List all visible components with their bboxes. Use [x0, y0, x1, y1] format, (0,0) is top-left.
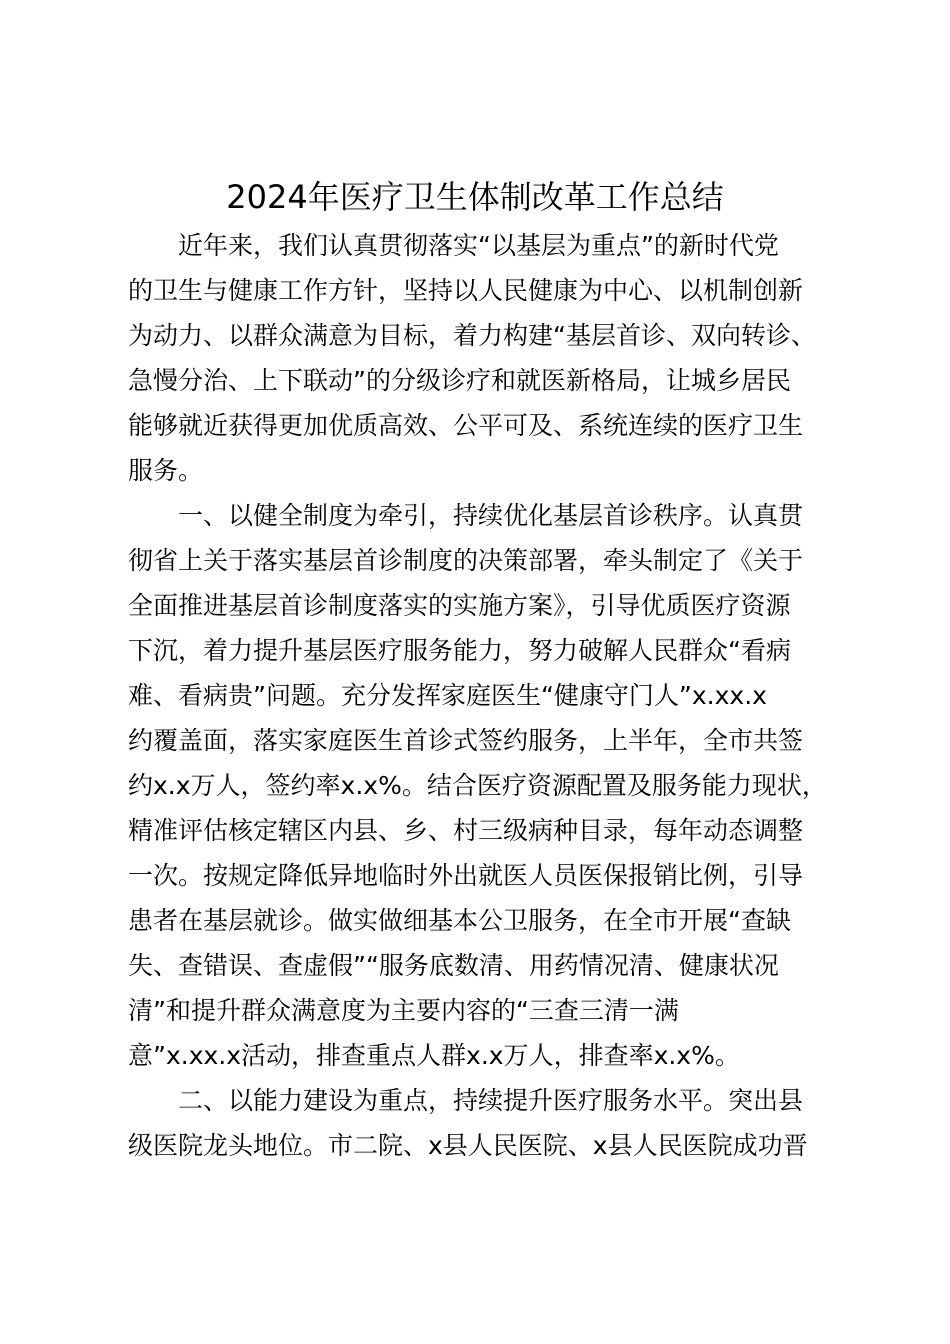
paragraph-2-line-6: 约覆盖面，落实家庭医生首诊式签约服务，上半年，全市共签: [128, 726, 804, 755]
paragraph-2-line-5: 难、看病贵”问题。充分发挥家庭医生“健康守门人”x.xx.x: [128, 681, 767, 710]
paragraph-2-line-1: 一、以健全制度为牵引，持续优化基层首诊秩序。认真贯: [178, 501, 804, 530]
paragraph-2-line-12: 清”和提升群众满意度为主要内容的“三查三清一满: [128, 996, 679, 1025]
paragraph-2-line-9: 一次。按规定降低异地临时外出就医人员医保报销比例，引导: [128, 861, 804, 890]
paragraph-2-line-3: 全面推进基层首诊制度落实的实施方案》，引导优质医疗资源: [128, 591, 791, 620]
paragraph-2-line-4: 下沉，着力提升基层医疗服务能力，努力破解人民群众“看病: [128, 636, 791, 665]
paragraph-2-line-2: 彻省上关于落实基层首诊制度的决策部署，牵头制定了《关于: [128, 546, 804, 575]
paragraph-1-line-2: 的卫生与健康工作方针，坚持以人民健康为中心、以机制创新: [128, 276, 804, 305]
paragraph-2-line-8: 精准评估核定辖区内县、乡、村三级病种目录，每年动态调整: [128, 816, 804, 845]
paragraph-1-line-4: 急慢分治、上下联动”的分级诊疗和就医新格局，让城乡居民: [128, 366, 791, 395]
paragraph-1-line-5: 能够就近获得更加优质高效、公平可及、系统连续的医疗卫生: [128, 411, 804, 440]
document-title: 2024年医疗卫生体制改革工作总结: [226, 178, 724, 216]
paragraph-3-line-2: 级医院龙头地位。市二院、x县人民医院、x县人民医院成功晋: [128, 1131, 808, 1160]
paragraph-3-line-1: 二、以能力建设为重点，持续提升医疗服务水平。突出县: [178, 1086, 804, 1115]
paragraph-2-line-13: 意”x.xx.x活动，排查重点人群x.x万人，排查率x.x%。: [128, 1041, 740, 1070]
paragraph-2-line-10: 患者在基层就诊。做实做细基本公卫服务，在全市开展“查缺: [128, 906, 791, 935]
paragraph-2-line-7: 约x.x万人，签约率x.x%。结合医疗资源配置及服务能力现状，: [128, 771, 827, 800]
paragraph-1-line-6: 服务。: [128, 456, 204, 485]
paragraph-1-line-3: 为动力、以群众满意为目标，着力构建“基层首诊、双向转诊、: [128, 321, 816, 350]
paragraph-2-line-11: 失、查错误、查虚假”“服务底数清、用药情况清、健康状况: [128, 951, 779, 980]
paragraph-1-line-1: 近年来，我们认真贯彻落实“以基层为重点”的新时代党: [178, 231, 779, 260]
